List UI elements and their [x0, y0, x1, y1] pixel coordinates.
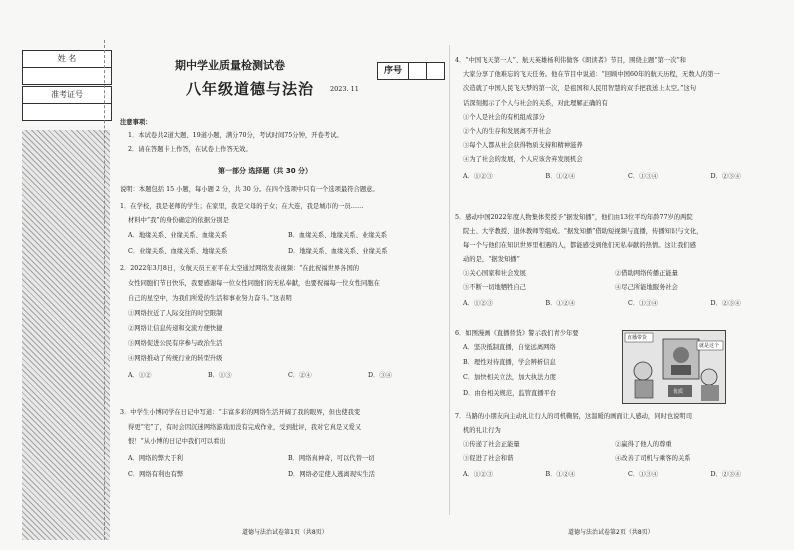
cartoon-label: 优质: [673, 389, 684, 395]
question-line: 5．感动中国2022年度人物集体奖授予“据发知播”，他们由13位平均年龄77岁的两院: [455, 214, 693, 221]
question-line: ③网络促进公民有序参与政治生活: [128, 340, 223, 347]
question-line: ④网络推动了传统行业的转型升级: [128, 355, 223, 362]
section-instruction: 说明：本题包括 15 小题，每小题 2 分，共 30 分。在四个选项中只有一个选项最符合题意。: [120, 186, 379, 193]
question-line: ②网络让信息传递和交流方便快捷: [128, 325, 223, 332]
question-line: ④改善了司机与乘客的关系: [615, 455, 691, 462]
question-line: 6．如图漫画《直播替货》警示我们青少年要: [455, 330, 579, 337]
cartoon-sign: 直播带货: [627, 335, 648, 341]
question-line: ①传递了社会正能量: [463, 441, 520, 448]
answer-option[interactable]: B．理性对待直播，学会辨析信息: [463, 359, 556, 367]
answer-option[interactable]: A．地缘关系、业缘关系、血缘关系: [128, 232, 228, 239]
name-label: 姓 名: [23, 51, 111, 68]
cartoon-image: [622, 330, 726, 404]
answer-option[interactable]: B．网络真神奇，可以代替一切: [288, 454, 375, 462]
question-line: ④为了社会的发展，个人应该舍弃发展机会: [463, 156, 583, 164]
sequence-box: [377, 62, 445, 80]
notes-heading: 注意事项：: [120, 119, 152, 126]
question-line: 每一个与他们在知识世界里相遇的人，都能感受到他们无私奉献的热情。这让我们感: [463, 242, 696, 249]
question-line: 女性同胞们节日快乐，我要感谢每一位女性同胞们的无私奉献，也要祝福每一位女性同胞在: [128, 280, 380, 287]
answer-option[interactable]: B．①③: [208, 372, 232, 379]
answer-option[interactable]: A．①②: [128, 372, 152, 379]
answer-option[interactable]: C．业缘关系、血缘关系、地缘关系: [128, 248, 228, 256]
footer-left: 道德与法治试卷第1页（共8页）: [242, 529, 328, 536]
exam-no-field[interactable]: [23, 104, 111, 120]
question-line: ①关心国家和社会发展: [463, 270, 526, 277]
question-line: 机的礼让行为: [463, 427, 501, 434]
answer-option[interactable]: C．①③④: [628, 471, 659, 478]
exam-date: 2023. 11: [330, 85, 359, 93]
sequence-label: 序号: [378, 63, 409, 79]
sequence-cell[interactable]: [409, 63, 427, 79]
subject-title: 八年级道德与法治: [186, 80, 315, 98]
notes-item: 1．本试卷共2道大题、19道小题，满分70分，考试时间75分钟，开卷考试。: [128, 132, 343, 139]
binding-margin: [10, 38, 115, 538]
question-line: 动的是，“据发知播”: [463, 256, 520, 263]
question-line: ①个人是社会的有机组成部分: [463, 113, 545, 121]
answer-option[interactable]: D．③④: [368, 372, 392, 379]
answer-option[interactable]: C．②④: [288, 372, 312, 379]
question-line: ②个人的生存和发展离不开社会: [463, 128, 552, 135]
answer-option[interactable]: A．坚决抵制直播，自觉远离网络: [463, 344, 556, 351]
question-line: 材料中“我”的身份确定的依据分别是: [128, 216, 229, 224]
question-line: 次造就了中国人民飞天梦的第一次，是祖国和人民用智慧的双手把我送上太空。”这句: [463, 85, 697, 93]
question-line: ②赢得了他人的尊重: [615, 441, 672, 448]
question-line: 得更“宅”了，有时会因沉迷网络游戏而没有完成作业，受到批评，我对它真是又爱又: [128, 423, 362, 431]
question-line: 2．2022年3月8日，女航天员王亚平在太空通过网络发表视频：“在此祝福世界各国的: [120, 265, 360, 272]
question-line: 自己的星空中，为我们所爱的生活和事业努力奋斗。”这表明: [128, 295, 292, 302]
question-line: ③促进了社会和谐: [463, 455, 514, 462]
answer-option[interactable]: A．①②③: [463, 172, 493, 180]
answer-option[interactable]: B．①②④: [545, 300, 576, 307]
question-line: 1．在学校，我是老师的学生；在家里，我是父母的子女；在大连，我是城市的一员……: [120, 203, 364, 210]
question-line: 话深刻揭示了个人与社会的关系，对此理解正确的有: [463, 99, 608, 107]
question-line: ②借助网络传播正能量: [615, 270, 678, 277]
answer-option[interactable]: D．由台相关规范，监管直播平台: [463, 389, 557, 397]
answer-option[interactable]: D．地缘关系、血缘关系、业缘关系: [288, 248, 388, 256]
section-title: 第一部分 选择题（共 30 分）: [218, 167, 313, 175]
exam-no-label: 准考证号: [23, 87, 111, 104]
notes-item: 2．请在答题卡上作答，在试卷上作答无效。: [128, 146, 252, 153]
column-divider: [449, 45, 450, 515]
answer-option[interactable]: D．②③④: [710, 172, 741, 180]
question-line: ④尽己所能地服务社会: [615, 284, 678, 291]
answer-option[interactable]: A．①②③: [463, 300, 493, 307]
answer-option[interactable]: C．加快相关立法，加大执法力度: [463, 374, 556, 382]
question-line: 3．中学生小博同学在日记中写道：“丰富多彩的网络生活开阔了我的眼界，但也使我变: [120, 409, 361, 416]
question-line: ③不断一切地牺牲自己: [463, 284, 526, 291]
cut-line: [104, 40, 105, 540]
footer-right: 道德与法治试卷第2页（共8页）: [568, 529, 654, 536]
answer-option[interactable]: B．①②④: [545, 471, 576, 478]
question-line: 大家分享了他难忘的飞天任务。他在节目中说道：“回顾中国60年的航天历程，无数人的第一: [463, 71, 720, 79]
question-line: 7．马路的小朋友向主动礼让行人的司机鞠躬，这温暖的画面让人感动，同时也说明司: [455, 413, 692, 420]
answer-option[interactable]: D．网络必定使人逃离现实生活: [288, 470, 375, 478]
question-line: ①网络拉近了人际交往的时空限制: [128, 310, 223, 317]
answer-option[interactable]: D．②③④: [710, 471, 741, 478]
answer-option[interactable]: C．①③④: [628, 172, 659, 180]
sequence-cell[interactable]: [427, 63, 444, 79]
question-line: 4．“中国飞天第一人”、航天英雄杨利伟做客《朗读者》节目，围绕主题“第一次”和: [455, 57, 686, 64]
exam-no-box: [22, 86, 112, 121]
answer-option[interactable]: A．①②③: [463, 471, 493, 478]
question-line: 恨！”从小博的日记中我们可以看出: [128, 438, 226, 445]
question-line: 院士、大学教授、退休教师等组成。“据发知播”借助短视频与直播，传播知识与文化，: [463, 228, 703, 235]
answer-option[interactable]: A．网络的弊大于利: [128, 454, 183, 462]
answer-option[interactable]: B．血缘关系、地缘关系、业缘关系: [288, 232, 388, 239]
hatch-pattern: [22, 130, 110, 540]
answer-option[interactable]: C．网络有利也有弊: [128, 470, 184, 478]
name-box: [22, 50, 112, 85]
answer-option[interactable]: C．①③④: [628, 300, 659, 307]
cartoon-bubble: 就是这个: [699, 343, 720, 349]
question-line: ③每个人都从社会获得物质支持和精神滋养: [463, 142, 583, 150]
exam-title: 期中学业质量检测试卷: [175, 59, 285, 72]
answer-option[interactable]: D．②③④: [710, 300, 741, 307]
answer-option[interactable]: B．①②④: [545, 172, 576, 180]
name-field[interactable]: [23, 68, 111, 84]
